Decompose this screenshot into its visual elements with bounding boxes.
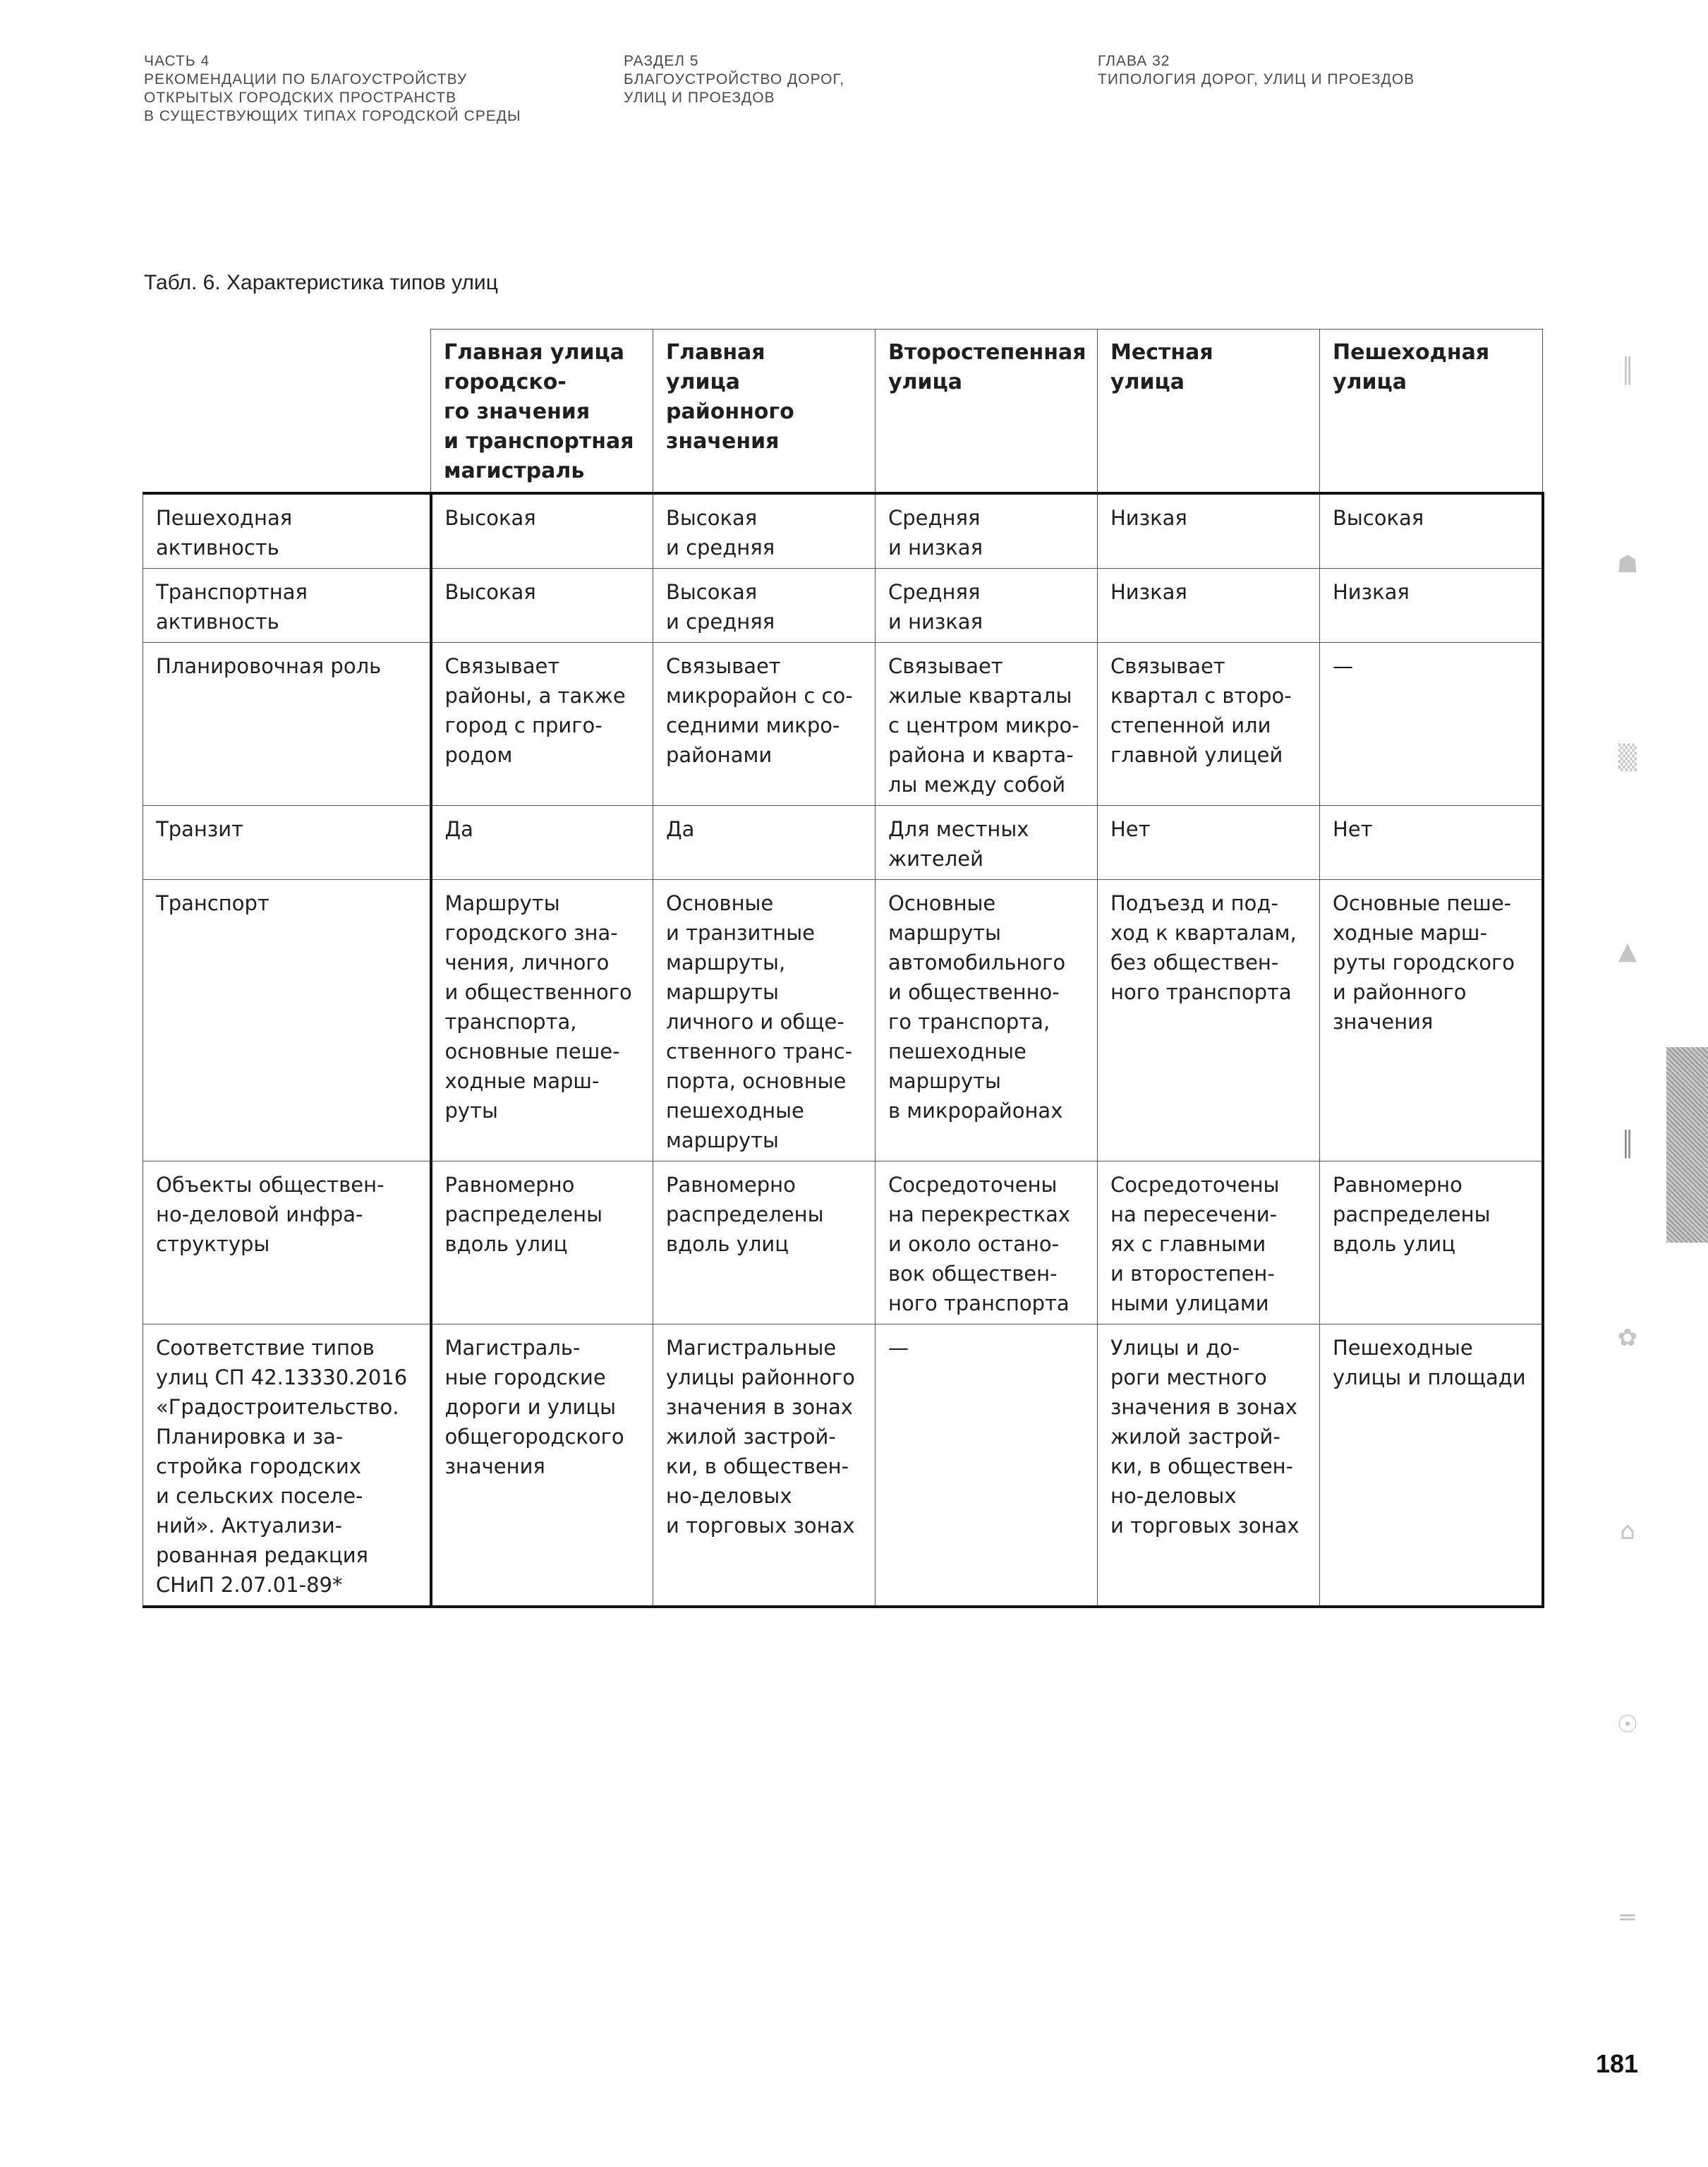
- column-header-text: Главная улица городско- го значения и транспортная магистраль: [444, 340, 634, 483]
- bench-icon[interactable]: ═: [1620, 1904, 1635, 1932]
- header-part-line: ОТКРЫТЫХ ГОРОДСКИХ ПРОСТРАНСТВ: [144, 90, 457, 106]
- table-row: [143, 1161, 1543, 1324]
- table-cell: Магистральные улицы районного значения в зонах жилой застрой- ки, в обществен- но-деловых и торговых зонах: [653, 1324, 876, 1607]
- active-section-tab[interactable]: [1666, 1047, 1708, 1243]
- table-cell: Равномерно распределены вдоль улиц: [1320, 1161, 1543, 1324]
- row-label: Транзит: [143, 806, 431, 880]
- header-chapter: [1098, 52, 1415, 89]
- column-header-text: Местная улица: [1110, 340, 1213, 394]
- header-chapter-line: ГЛАВА 32: [1098, 53, 1170, 69]
- header-chapter-line: ТИПОЛОГИЯ ДОРОГ, УЛИЦ И ПРОЕЗДОВ: [1098, 71, 1415, 87]
- table-cell: Подъезд и под- ход к кварталам, без обществен- ного транспорта: [1098, 880, 1320, 1161]
- row-label: Пешеходная активность: [143, 493, 431, 569]
- table-cell: Сосредоточены на пересечени- ях с главными и второстепен- ными улицами: [1098, 1161, 1320, 1324]
- table-cell: Равномерно распределены вдоль улиц: [653, 1161, 876, 1324]
- pavilion-icon[interactable]: ⌂: [1620, 1517, 1635, 1545]
- table-row: [143, 1324, 1543, 1607]
- table-cell: Связывает микрорайон с со- седними микро- районами: [653, 643, 876, 806]
- table-cell: Да: [653, 806, 876, 880]
- row-label: Объекты обществен- но-деловой инфра- структуры: [143, 1161, 431, 1324]
- header-section-line: УЛИЦ И ПРОЕЗДОВ: [624, 90, 775, 106]
- table-cell: Низкая: [1098, 569, 1320, 643]
- table-cell: Магистраль- ные городские дороги и улицы общегородского значения: [431, 1324, 653, 1607]
- table-cell: Средняя и низкая: [876, 493, 1098, 569]
- table-cell: Высокая: [431, 493, 653, 569]
- page-number: 181: [1596, 2049, 1639, 2078]
- table-cell: Связывает квартал с второ- степенной или главной улицей: [1098, 643, 1320, 806]
- table-cell: Да: [431, 806, 653, 880]
- header-part-line: В СУЩЕСТВУЮЩИХ ТИПАХ ГОРОДСКОЙ СРЕДЫ: [144, 108, 521, 124]
- table-row: [143, 569, 1543, 643]
- table-cell: Связывает жилые кварталы с центром микро- района и кварта- лы между собой: [876, 643, 1098, 806]
- header-section-line: РАЗДЕЛ 5: [624, 53, 699, 69]
- header-part: [144, 52, 521, 126]
- table-corner: [143, 330, 431, 494]
- column-header: [653, 330, 876, 494]
- column-header-text: Пешеходная улица: [1333, 340, 1490, 394]
- flower-icon[interactable]: ✿: [1617, 1324, 1638, 1352]
- table-row: [143, 493, 1543, 569]
- street-types-table: [143, 329, 1544, 1608]
- table-cell: —: [1320, 643, 1543, 806]
- column-header-text: Главная улица районного значения: [666, 340, 794, 454]
- table-cell: Маршруты городского зна- чения, личного и общественного транспорта, основные пеше- ходные марш- руты: [431, 880, 653, 1161]
- header-section: [624, 52, 844, 107]
- table-cell: Средняя и низкая: [876, 569, 1098, 643]
- table-cell: Связывает районы, а также город с приго- родом: [431, 643, 653, 806]
- table-caption: Табл. 6. Характеристика типов улиц: [144, 271, 498, 294]
- table-cell: Основные пеше- ходные марш- руты городского и районного значения: [1320, 880, 1543, 1161]
- table-cell: Для местных жителей: [876, 806, 1098, 880]
- table-cell: Высокая: [1320, 493, 1543, 569]
- road-lanes-icon[interactable]: ║: [1620, 1130, 1635, 1159]
- table-cell: Высокая: [431, 569, 653, 643]
- table-cell: Основные маршруты автомобильного и общественно- го транспорта, пешеходные маршруты в микрорайонах: [876, 880, 1098, 1161]
- column-header: [431, 330, 653, 494]
- column-header-text: Второстепенная улица: [888, 340, 1086, 394]
- table-cell: —: [876, 1324, 1098, 1607]
- row-label: Планировочная роль: [143, 643, 431, 806]
- fountain-icon[interactable]: ☗: [1616, 550, 1639, 579]
- tree-icon[interactable]: ▲: [1618, 937, 1637, 965]
- column-header: [1320, 330, 1543, 494]
- row-label: Транспорт: [143, 880, 431, 1161]
- table-row: [143, 806, 1543, 880]
- table-cell: Сосредоточены на перекрестках и около остано- вок обществен- ного транспорта: [876, 1161, 1098, 1324]
- table-cell: Равномерно распределены вдоль улиц: [431, 1161, 653, 1324]
- road-lanes-icon[interactable]: ║: [1620, 357, 1635, 385]
- table-row: [143, 880, 1543, 1161]
- table-cell: Нет: [1098, 806, 1320, 880]
- table-cell: Основные и транзитные маршруты, маршруты личного и обще- ственного транс- порта, основные пешеходные маршруты: [653, 880, 876, 1161]
- header-part-line: РЕКОМЕНДАЦИИ ПО БЛАГОУСТРОЙСТВУ: [144, 71, 468, 87]
- table-header-row: [143, 330, 1543, 494]
- table-row: [143, 643, 1543, 806]
- tree-round-icon[interactable]: ☉: [1616, 1710, 1639, 1739]
- header-part-line: ЧАСТЬ 4: [144, 53, 210, 69]
- table-cell: Улицы и до- роги местного значения в зонах жилой застрой- ки, в обществен- но-деловых и торговых зонах: [1098, 1324, 1320, 1607]
- header-section-line: БЛАГОУСТРОЙСТВО ДОРОГ,: [624, 71, 845, 87]
- column-header: [1098, 330, 1320, 494]
- row-label: Транспортная активность: [143, 569, 431, 643]
- table-cell: Нет: [1320, 806, 1543, 880]
- building-icon[interactable]: ▒: [1618, 744, 1637, 772]
- table-cell: Высокая и средняя: [653, 569, 876, 643]
- table-cell: Низкая: [1098, 493, 1320, 569]
- column-header: [876, 330, 1098, 494]
- row-label: Соответствие типов улиц СП 42.13330.2016 «Градостроительство. Планировка и за- стройка городских и сельских поселе- ний». Актуализи- рованная редакция СНиП 2.07.01-89*: [143, 1324, 431, 1607]
- table-cell: Пешеходные улицы и площади: [1320, 1324, 1543, 1607]
- table-cell: Низкая: [1320, 569, 1543, 643]
- table-cell: Высокая и средняя: [653, 493, 876, 569]
